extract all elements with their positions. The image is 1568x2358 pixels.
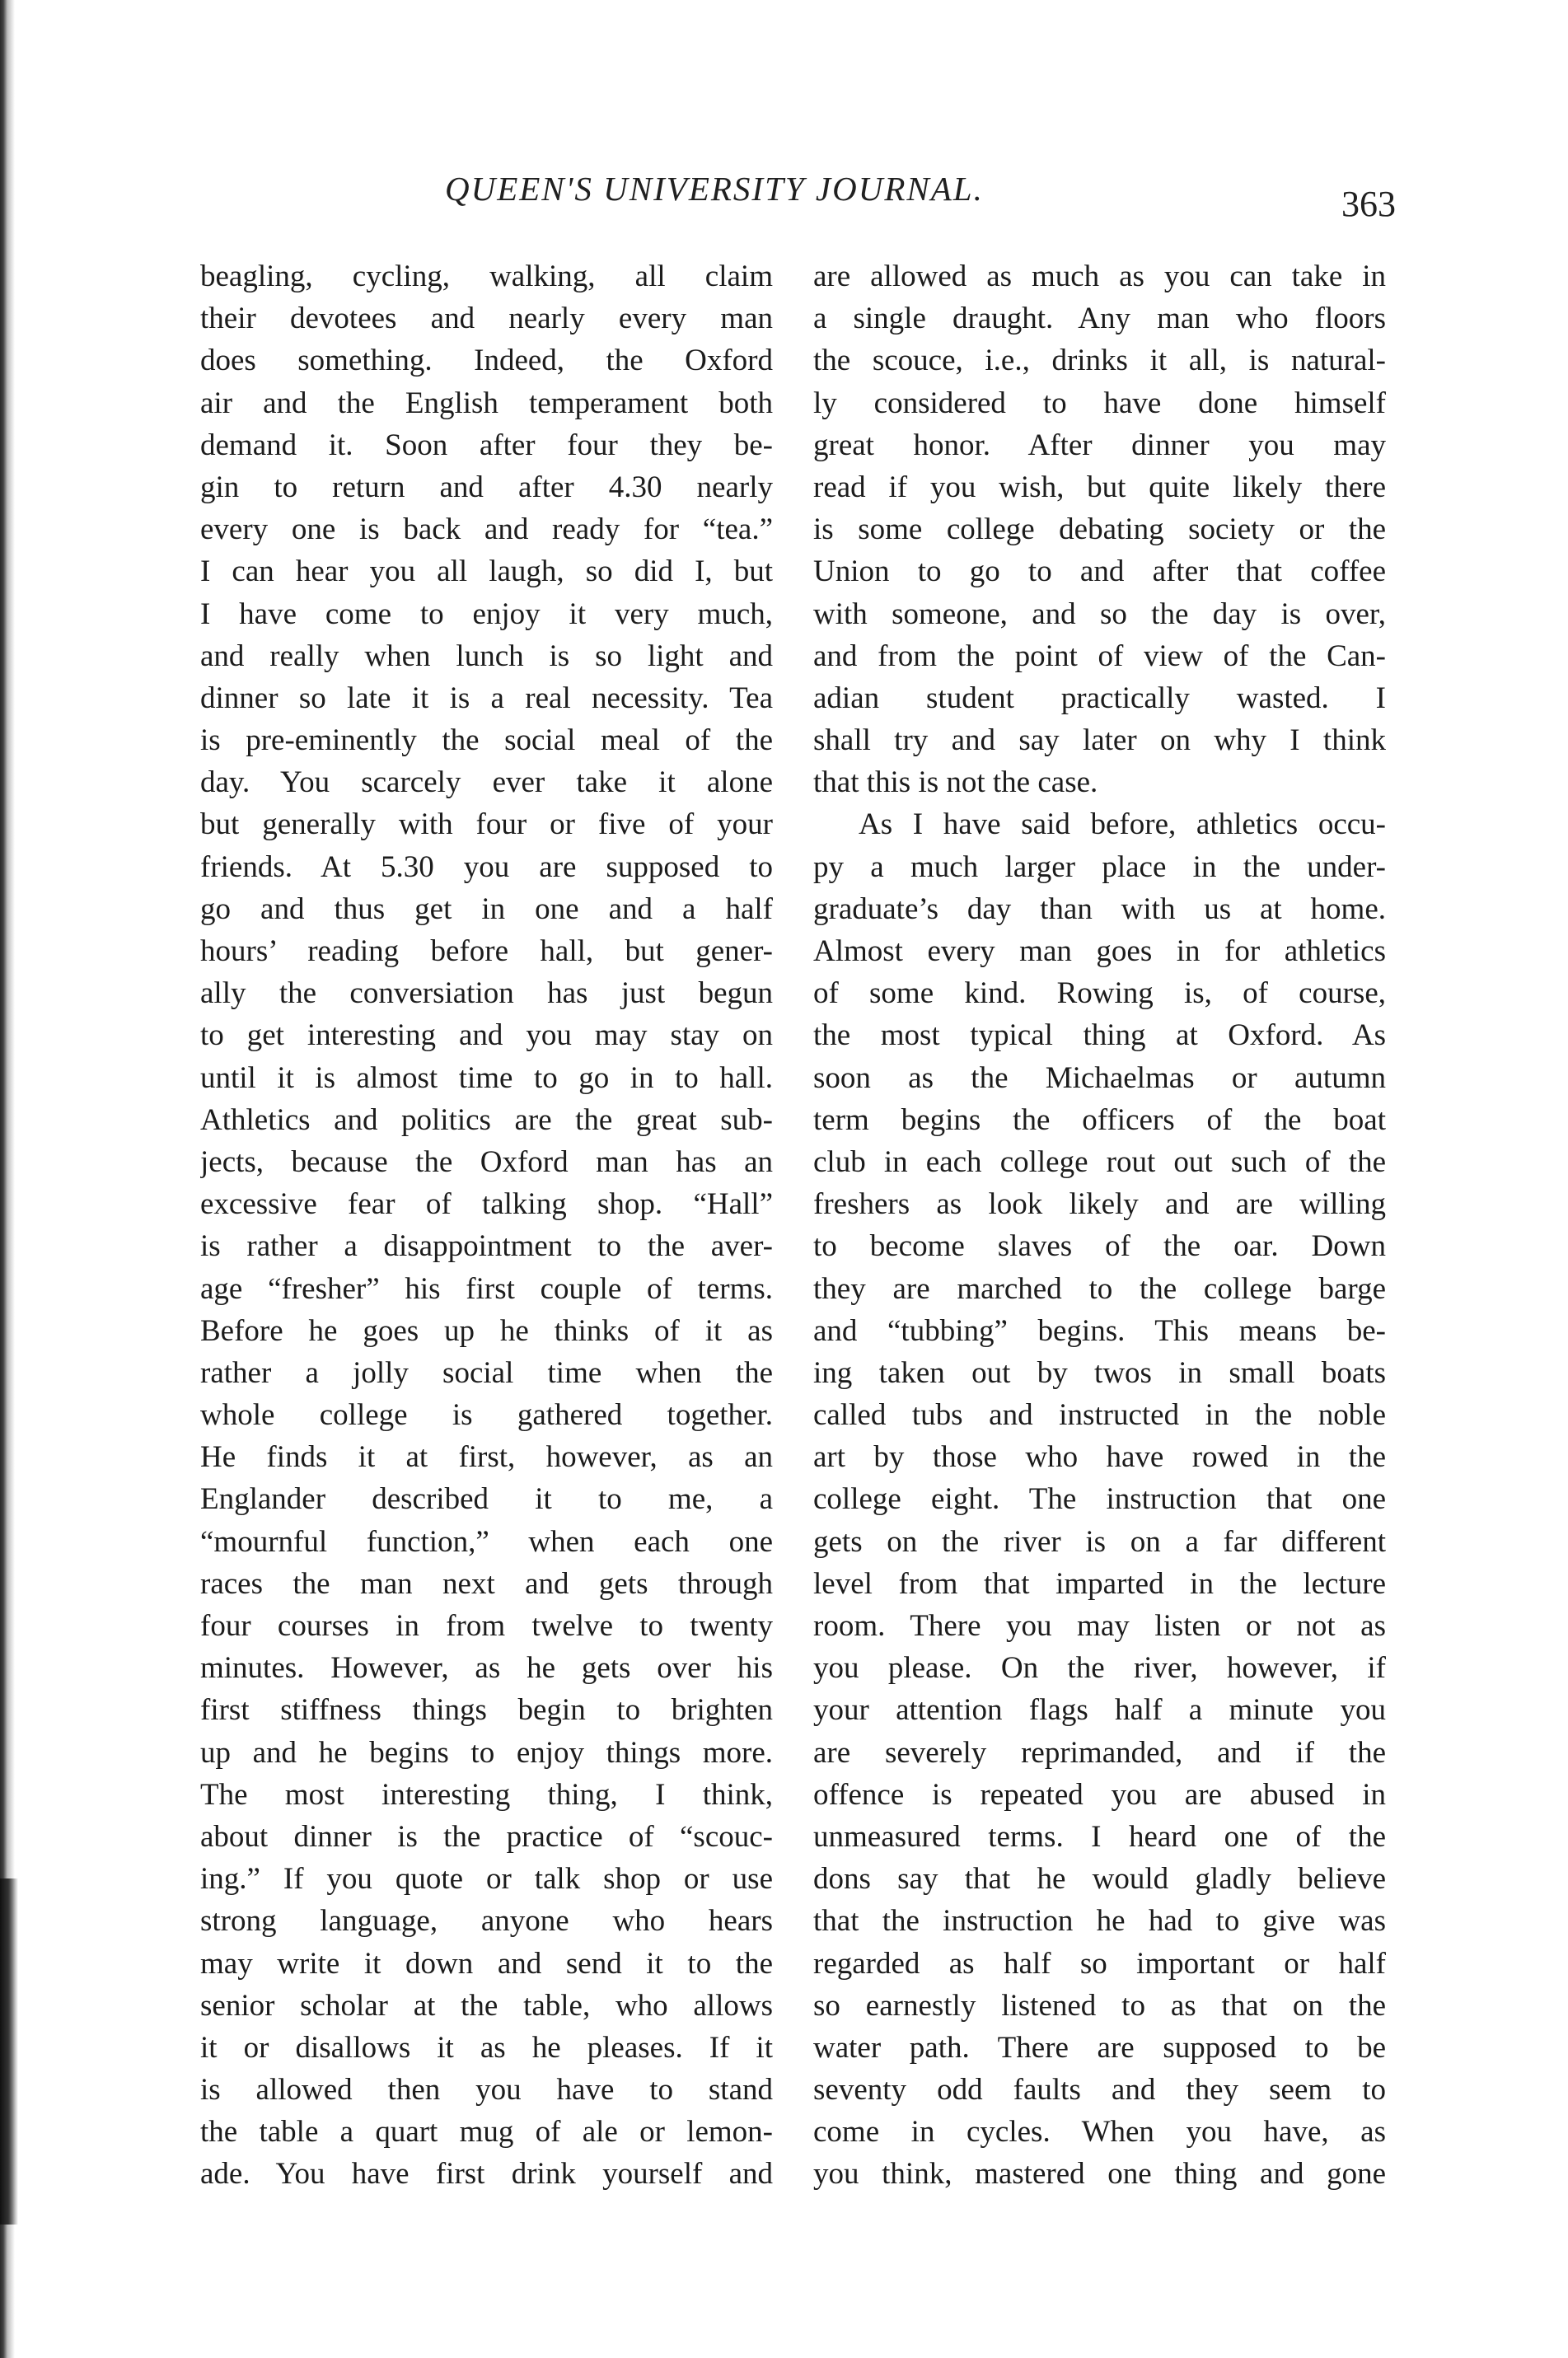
right-column-line: shall try and say later on why I think: [813, 723, 1386, 758]
right-column-line: a single draught. Any man who floors: [813, 302, 1386, 336]
left-column-line: jects, because the Oxford man has an: [200, 1144, 773, 1179]
right-column-line: you think, mastered one thing and gone: [813, 2157, 1386, 2192]
right-column-line: you please. On the river, however, if: [813, 1651, 1386, 1686]
left-column-line: friends. At 5.30 you are supposed to: [200, 849, 773, 884]
left-column-line: about dinner is the practice of “scouc-: [200, 1819, 773, 1854]
page-number: 363: [1341, 184, 1396, 224]
right-column-line: come in cycles. When you have, as: [813, 2115, 1386, 2150]
left-column-line: does something. Indeed, the Oxford: [200, 344, 773, 378]
right-column-line: club in each college rout out such of the: [813, 1144, 1386, 1179]
right-column-line: college eight. The instruction that one: [813, 1482, 1386, 1517]
left-column-line: and really when lunch is so light and: [200, 639, 773, 673]
running-header: QUEEN'S UNIVERSITY JOURNAL.: [445, 170, 984, 208]
left-column-line: ing.” If you quote or talk shop or use: [200, 1862, 773, 1897]
right-column-line: ing taken out by twos in small boats: [813, 1355, 1386, 1390]
left-column-line: ade. You have first drink yourself and: [200, 2157, 773, 2192]
left-column-line: Athletics and politics are the great sub-: [200, 1102, 773, 1137]
left-column-line: I have come to enjoy it very much,: [200, 597, 773, 631]
left-column-line: hours’ reading before hall, but gener-: [200, 934, 773, 968]
right-column-line: level from that imparted in the lecture: [813, 1566, 1386, 1601]
left-column-line: minutes. However, as he gets over his: [200, 1651, 773, 1686]
right-column-line: so earnestly listened to as that on the: [813, 1988, 1386, 2023]
right-column: [813, 255, 1386, 2196]
left-column-line: excessive fear of talking shop. “Hall”: [200, 1187, 773, 1222]
left-column-line: it or disallows it as he pleases. If it: [200, 2030, 773, 2065]
left-column-line: age “fresher” his first couple of terms.: [200, 1271, 773, 1306]
right-column-line: As I have said before, athletics occu-: [859, 807, 1386, 842]
left-column-line: The most interesting thing, I think,: [200, 1777, 773, 1812]
left-column-line: day. You scarcely ever take it alone: [200, 765, 773, 800]
right-column-line: they are marched to the college barge: [813, 1271, 1386, 1306]
left-column-line: is rather a disappointment to the aver-: [200, 1229, 773, 1264]
right-column-line: the scouce, i.e., drinks it all, is natural-: [813, 344, 1386, 378]
left-column-line: may write it down and send it to the: [200, 1946, 773, 1981]
right-column-line: of some kind. Rowing is, of course,: [813, 976, 1386, 1011]
left-column-line: is allowed then you have to stand: [200, 2073, 773, 2108]
left-column-line: is pre-eminently the social meal of the: [200, 723, 773, 758]
left-column-line: beagling, cycling, walking, all claim: [200, 260, 773, 293]
right-column-line: graduate’s day than with us at home.: [813, 891, 1386, 926]
right-column-line: soon as the Michaelmas or autumn: [813, 1060, 1386, 1095]
right-column-line: room. There you may listen or not as: [813, 1609, 1386, 1643]
left-column-line: He finds it at first, however, as an: [200, 1440, 773, 1475]
right-column-line: the most typical thing at Oxford. As: [813, 1018, 1386, 1053]
right-column-line: that this is not the case.: [813, 765, 1098, 800]
left-column-line: first stiffness things begin to brighten: [200, 1693, 773, 1728]
left-column-line: until it is almost time to go in to hall.: [200, 1060, 773, 1095]
right-column-line: term begins the officers of the boat: [813, 1102, 1386, 1137]
left-column-line: air and the English temperament both: [200, 386, 773, 420]
left-column-line: Englander described it to me, a: [200, 1482, 773, 1517]
right-column-line: your attention flags half a minute you: [813, 1693, 1386, 1728]
left-column-line: the table a quart mug of ale or lemon-: [200, 2115, 773, 2150]
right-column-line: called tubs and instructed in the noble: [813, 1398, 1386, 1433]
left-column-line: ally the conversiation has just begun: [200, 976, 773, 1011]
right-column-line: are severely reprimanded, and if the: [813, 1735, 1386, 1770]
right-column-line: unmeasured terms. I heard one of the: [813, 1819, 1386, 1854]
right-column-line: that the instruction he had to give was: [813, 1904, 1386, 1939]
right-column-line: are allowed as much as you can take in: [813, 260, 1386, 293]
left-column-line: up and he begins to enjoy things more.: [200, 1735, 773, 1770]
page-edge-shadow: [0, 1878, 18, 2225]
left-column-line: every one is back and ready for “tea.”: [200, 512, 773, 547]
right-column-line: ly considered to have done himself: [813, 386, 1386, 420]
left-column: [200, 255, 773, 2196]
left-column-line: rather a jolly social time when the: [200, 1355, 773, 1390]
left-column-line: “mournful function,” when each one: [200, 1524, 773, 1559]
left-column-line: demand it. Soon after four they be-: [200, 428, 773, 462]
right-column-line: with someone, and so the day is over,: [813, 597, 1386, 631]
right-column-line: regarded as half so important or half: [813, 1946, 1386, 1981]
right-column-line: adian student practically wasted. I: [813, 681, 1386, 715]
right-column-line: Almost every man goes in for athletics: [813, 934, 1386, 968]
right-column-line: py a much larger place in the under-: [813, 849, 1386, 884]
left-column-line: I can hear you all laugh, so did I, but: [200, 554, 773, 589]
right-column-line: seventy odd faults and they seem to: [813, 2073, 1386, 2108]
right-column-line: and “tubbing” begins. This means be-: [813, 1313, 1386, 1348]
right-column-line: to become slaves of the oar. Down: [813, 1229, 1386, 1264]
left-column-line: but generally with four or five of your: [200, 807, 773, 842]
left-column-line: go and thus get in one and a half: [200, 891, 773, 926]
right-column-line: gets on the river is on a far different: [813, 1524, 1386, 1559]
left-column-line: whole college is gathered together.: [200, 1398, 773, 1433]
left-column-line: their devotees and nearly every man: [200, 302, 773, 336]
right-column-line: water path. There are supposed to be: [813, 2030, 1386, 2065]
right-column-line: Union to go to and after that coffee: [813, 554, 1386, 589]
right-column-line: offence is repeated you are abused in: [813, 1777, 1386, 1812]
left-column-line: Before he goes up he thinks of it as: [200, 1313, 773, 1348]
right-column-line: read if you wish, but quite likely there: [813, 470, 1386, 504]
left-column-line: to get interesting and you may stay on: [200, 1018, 773, 1053]
right-column-line: dons say that he would gladly believe: [813, 1862, 1386, 1897]
right-column-line: great honor. After dinner you may: [813, 428, 1386, 462]
right-column-line: freshers as look likely and are willing: [813, 1187, 1386, 1222]
right-column-line: and from the point of view of the Can-: [813, 639, 1386, 673]
left-column-line: dinner so late it is a real necessity. Tea: [200, 681, 773, 715]
right-column-line: is some college debating society or the: [813, 512, 1386, 547]
left-column-line: four courses in from twelve to twenty: [200, 1609, 773, 1643]
right-column-line: art by those who have rowed in the: [813, 1440, 1386, 1475]
left-column-line: gin to return and after 4.30 nearly: [200, 470, 773, 504]
left-column-line: strong language, anyone who hears: [200, 1904, 773, 1939]
left-column-line: races the man next and gets through: [200, 1566, 773, 1601]
left-column-line: senior scholar at the table, who allows: [200, 1988, 773, 2023]
